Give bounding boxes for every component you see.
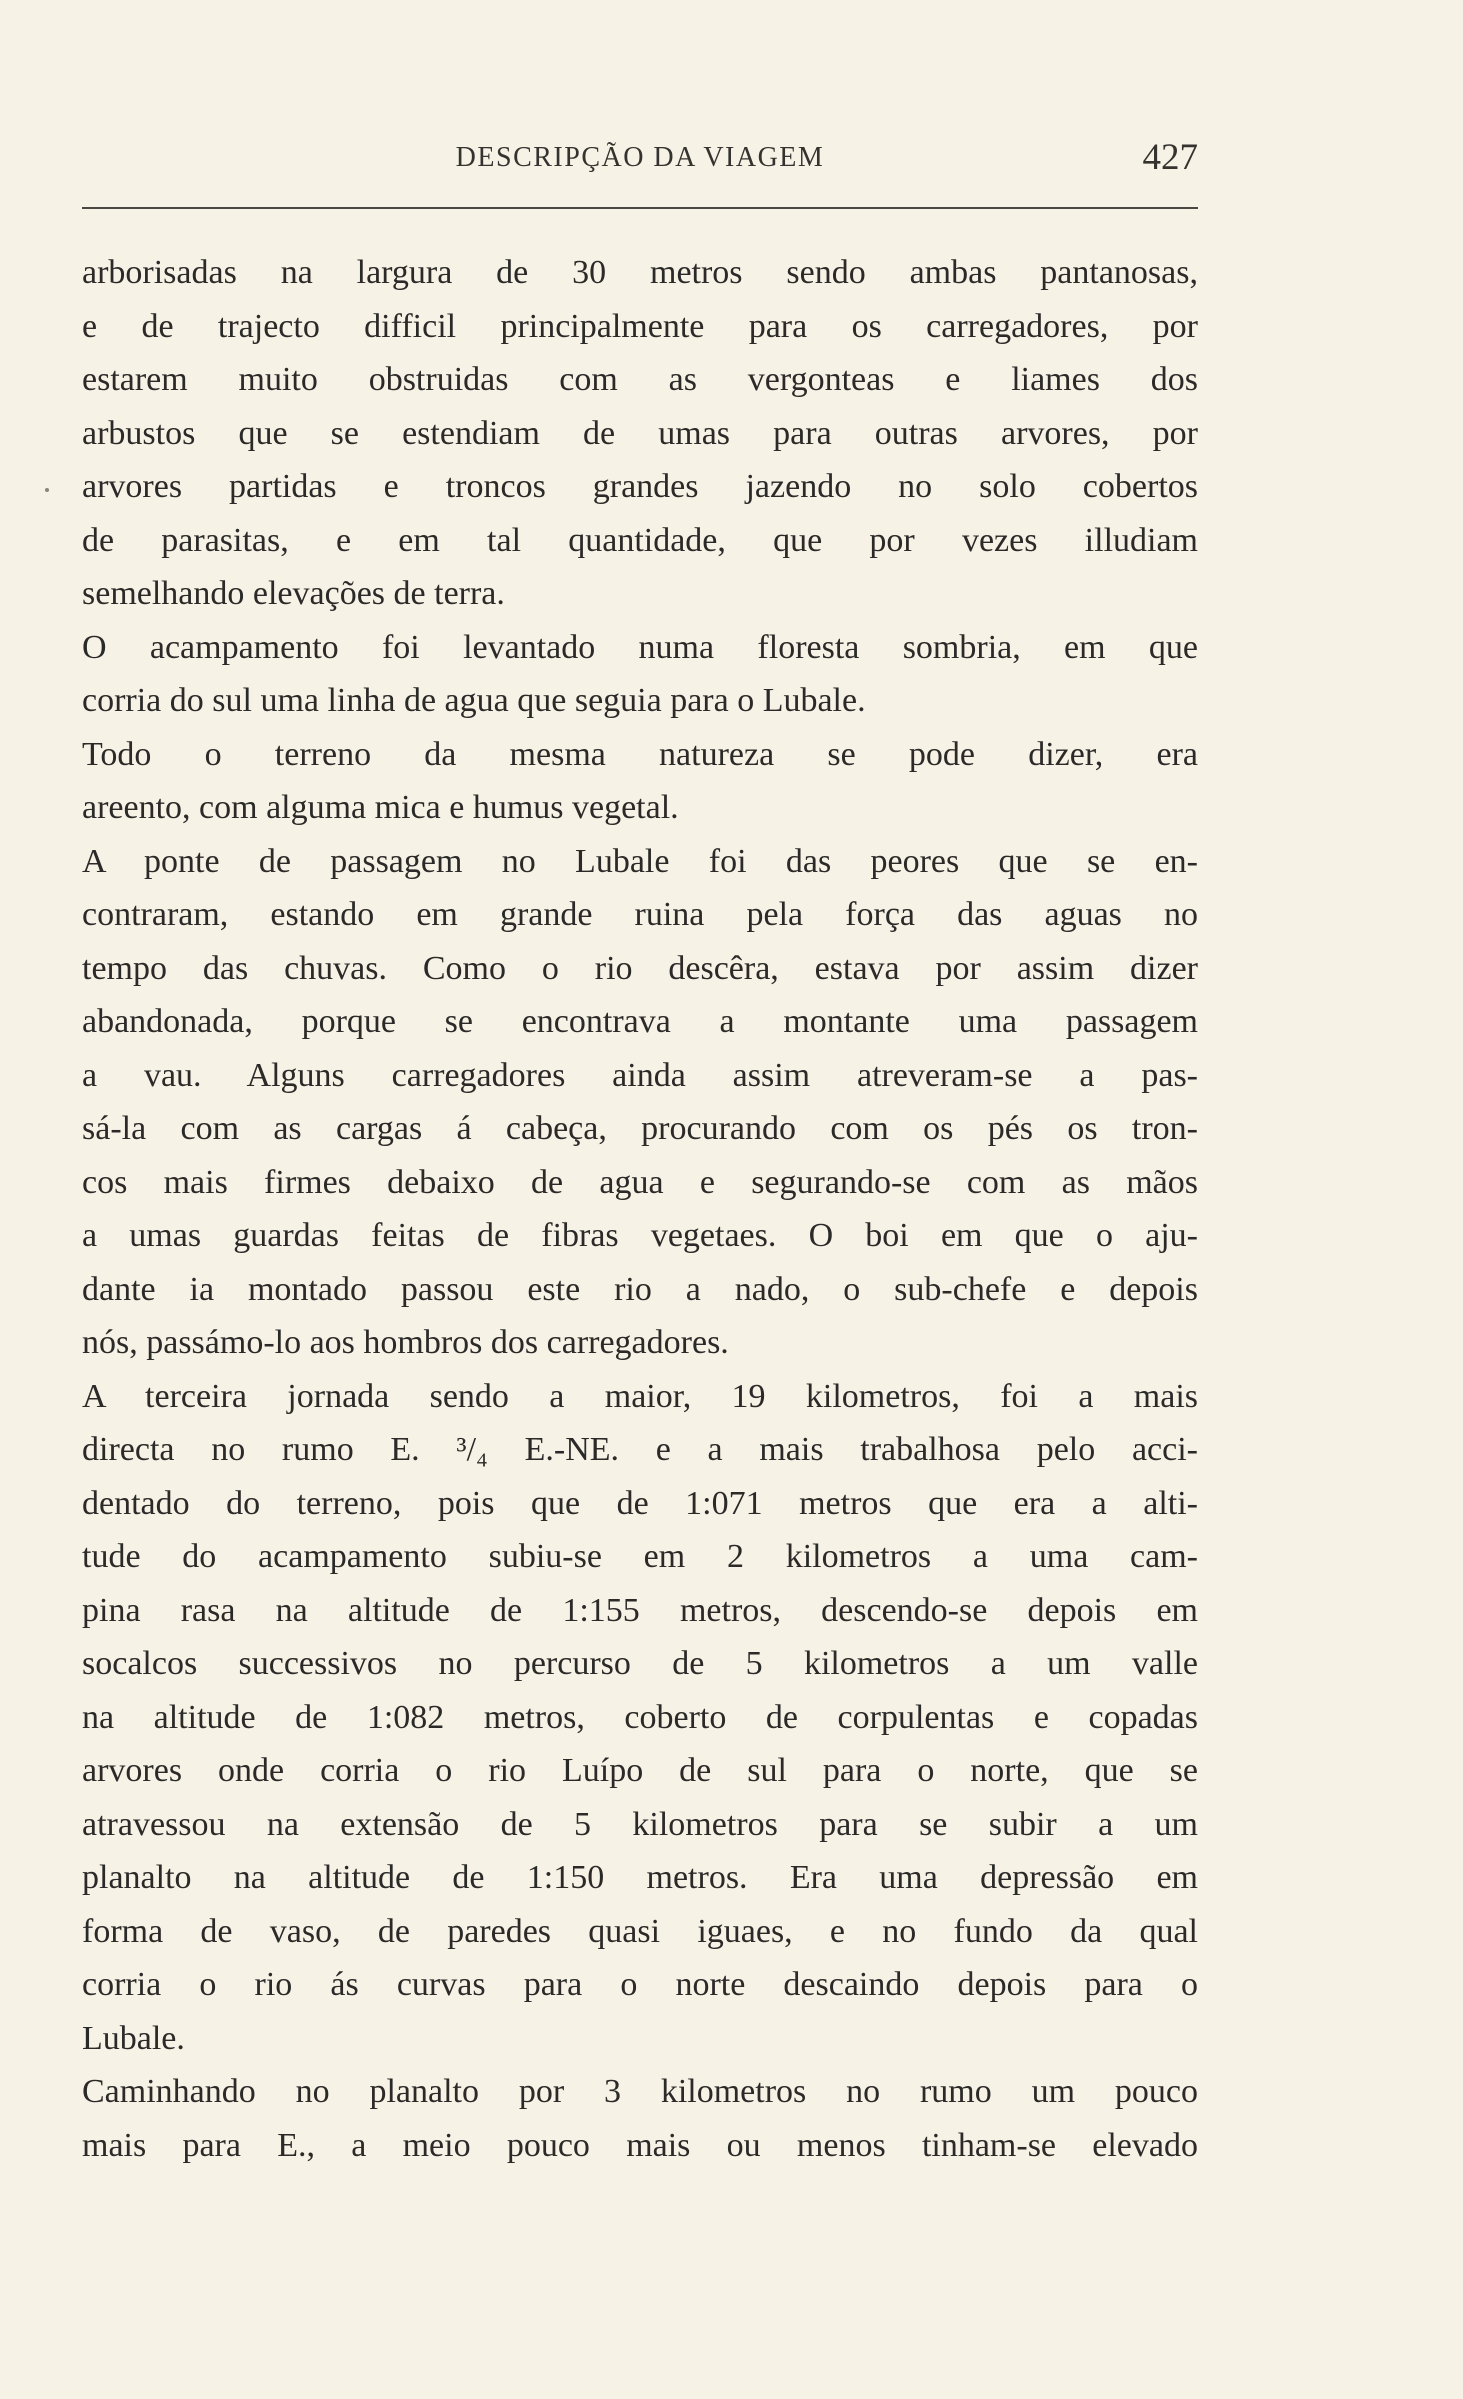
text-line: atravessou na extensão de 5 kilometros para se subir a um [82,1805,1198,1843]
text-line: na altitude de 1:082 metros, coberto de corpulentas e copadas [82,1698,1198,1736]
body-text [82,246,1198,2172]
running-title: DESCRIPÇÃO DA VIAGEM [455,142,825,173]
text-line: arvores onde corria o rio Luípo de sul para o norte, que se [82,1752,1198,1789]
text-line: a umas guardas feitas de fibras vegetaes. O boi em que o aju- [82,1217,1198,1254]
text-line: Todo o terreno da mesma natureza se pode dizer, era [82,735,1198,773]
page-header [82,136,1198,186]
text-line: O acampamento foi levantado numa floresta sombria, em que [82,628,1198,666]
text-line: directa no rumo E. ³/₄ E.-NE. e a mais trabalhosa pelo acci- [82,1431,1198,1468]
text-line: A ponte de passagem no Lubale foi das peores que se en- [82,842,1198,880]
text-line: semelhando elevações de terra. [82,575,505,612]
text-line: a vau. Alguns carregadores ainda assim atreveram-se a pas- [82,1056,1198,1094]
text-line: mais para E., a meio pouco mais ou menos tinham-se elevado [82,2126,1198,2164]
page-number: 427 [1142,137,1198,178]
text-line: de parasitas, e em tal quantidade, que por vezes illudiam [82,521,1198,559]
text-line: areento, com alguma mica e humus vegetal. [82,789,679,826]
text-line: tude do acampamento subiu-se em 2 kilometros a uma cam- [82,1538,1198,1575]
text-line: corria o rio ás curvas para o norte descaindo depois para o [82,1966,1198,2003]
text-line: dante ia montado passou este rio a nado, o sub-chefe e depois [82,1270,1198,1308]
text-line: tempo das chuvas. Como o rio descêra, estava por assim dizer [82,949,1198,987]
text-line: contraram, estando em grande ruina pela força das aguas no [82,896,1198,933]
text-line: e de trajecto difficil principalmente para os carregadores, por [82,307,1198,345]
text-line: Caminhando no planalto por 3 kilometros no rumo um pouco [82,2073,1198,2110]
text-line: arborisadas na largura de 30 metros sendo ambas pantanosas, [82,254,1198,291]
text-line: cos mais firmes debaixo de agua e segurando-se com as mãos [82,1163,1198,1201]
text-line: forma de vaso, de paredes quasi iguaes, e no fundo da qual [82,1912,1198,1950]
text-line: corria do sul uma linha de agua que seguia para o Lubale. [82,682,866,719]
margin-speck [45,488,49,492]
text-line: nós, passámo-lo aos hombros dos carregadores. [82,1324,729,1361]
text-line: estarem muito obstruidas com as vergonteas e liames dos [82,361,1198,398]
text-line: dentado do terreno, pois que de 1:071 metros que era a alti- [82,1484,1198,1522]
header-rule [82,207,1198,209]
text-line: Lubale. [82,2019,185,2057]
text-line: sá-la com as cargas á cabeça, procurando com os pés os tron- [82,1110,1198,1147]
text-line: planalto na altitude de 1:150 metros. Era uma depressão em [82,1859,1198,1896]
text-line: socalcos successivos no percurso de 5 kilometros a um valle [82,1645,1198,1682]
text-line: arvores partidas e troncos grandes jazendo no solo cobertos [82,468,1198,505]
text-line: arbustos que se estendiam de umas para outras arvores, por [82,414,1198,452]
text-line: pina rasa na altitude de 1:155 metros, descendo-se depois em [82,1591,1198,1629]
text-line: A terceira jornada sendo a maior, 19 kilometros, foi a mais [82,1377,1198,1415]
text-line: abandonada, porque se encontrava a montante uma passagem [82,1003,1198,1040]
